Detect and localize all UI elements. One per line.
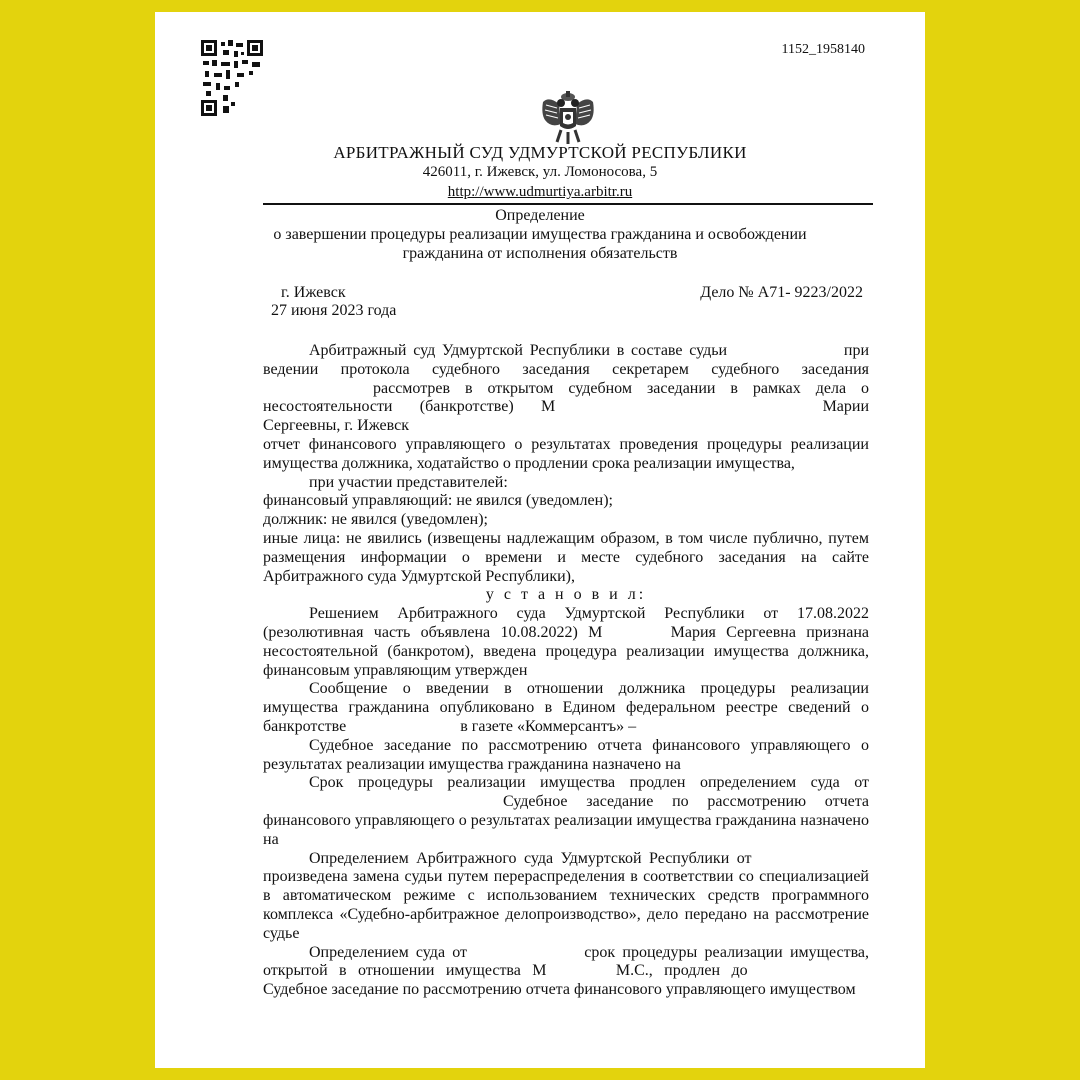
paragraph: Сообщение о введении в отношении должника процедуры реализации имущества гражданина опубликовано в Едином федеральном реестре сведений о банкротстве в газете «Коммерсантъ» – [263,680,869,735]
paragraph: Решением Арбитражного суда Удмуртской Республики от 17.08.2022 (резолютивная часть объявлена 10.08.2022) М Мария Сергеевна признана несостоятельной (банкротом), введена процедура реализации имущества должника, финансовым управляющим утвержден [263,605,870,679]
paragraph: должник: не явился (уведомлен); [263,511,488,529]
paragraph: отчет финансового управляющего о результатах проведения процедуры реализации имущества должника, ходатайство о продлении срока реализации имущества, [263,435,869,472]
court-website-link[interactable]: http://www.udmurtiya.arbitr.ru [447,184,633,200]
qr-code [201,40,263,116]
case-number: Дело № А71- 9223/2022 [700,284,863,301]
document-title [155,206,925,263]
paragraph: Определением Арбитражного суда Удмуртской Республики от произведена замена судьи путем перераспределения в соответствии со специализацией в автоматическом режиме с использованием технических средств программного комплекса «Судебно-арбитражное делопроизводство», дело передано на рассмотрение судье [263,849,869,942]
header-divider [263,203,873,205]
court-name: АРБИТРАЖНЫЙ СУД УДМУРТСКОЙ РЕСПУБЛИКИ [333,143,747,162]
city: г. Ижевск [281,284,346,301]
document-number: 1152_1958140 [781,42,865,57]
title-line: Определение [495,207,585,224]
coat-of-arms-emblem [539,88,597,146]
decision-date: 27 июня 2023 года [271,302,397,319]
document-page [155,12,925,1068]
section-heading: у с т а н о в и л: [485,586,647,604]
title-line: о завершении процедуры реализации имущества гражданина и освобождении [273,226,807,243]
paragraph: Судебное заседание по рассмотрению отчета финансового управляющего о результатах реализации имущества гражданина назначено на [263,736,869,773]
document-body [263,342,869,1000]
paragraph: при участии представителей: [309,473,508,491]
paragraph: Определением суда от срок процедуры реализации имущества, открытой в отношении имущества М М.С., продлен до Судебное заседание по рассмотрению отчета финансового управляющего имуществом [263,943,870,999]
paragraph: финансовый управляющий: не явился (уведомлен); [263,492,613,510]
paragraph: Срок процедуры реализации имущества продлен определением суда от Судебное заседание по рассмотрению отчета финансового управляющего о результатах реализации имущества гражданина назначено на [263,774,869,848]
paragraph: Арбитражный суд Удмуртской Республики в составе судьи при ведении протокола судебного заседания секретарем судебного заседания рассмотрев в открытом судебном заседании в рамках дела о несостоятельности (банкротстве) М Марии Сергеевны, г. Ижевск [263,342,870,435]
court-address: 426011, г. Ижевск, ул. Ломоносова, 5 [422,164,658,180]
title-line: гражданина от исполнения обязательств [402,245,678,262]
paragraph: иные лица: не явились (извещены надлежащим образом, в том числе публично, путем размещения информации о времени и месте судебного заседания на сайте Арбитражного суда Удмуртской Республики), [263,529,869,585]
